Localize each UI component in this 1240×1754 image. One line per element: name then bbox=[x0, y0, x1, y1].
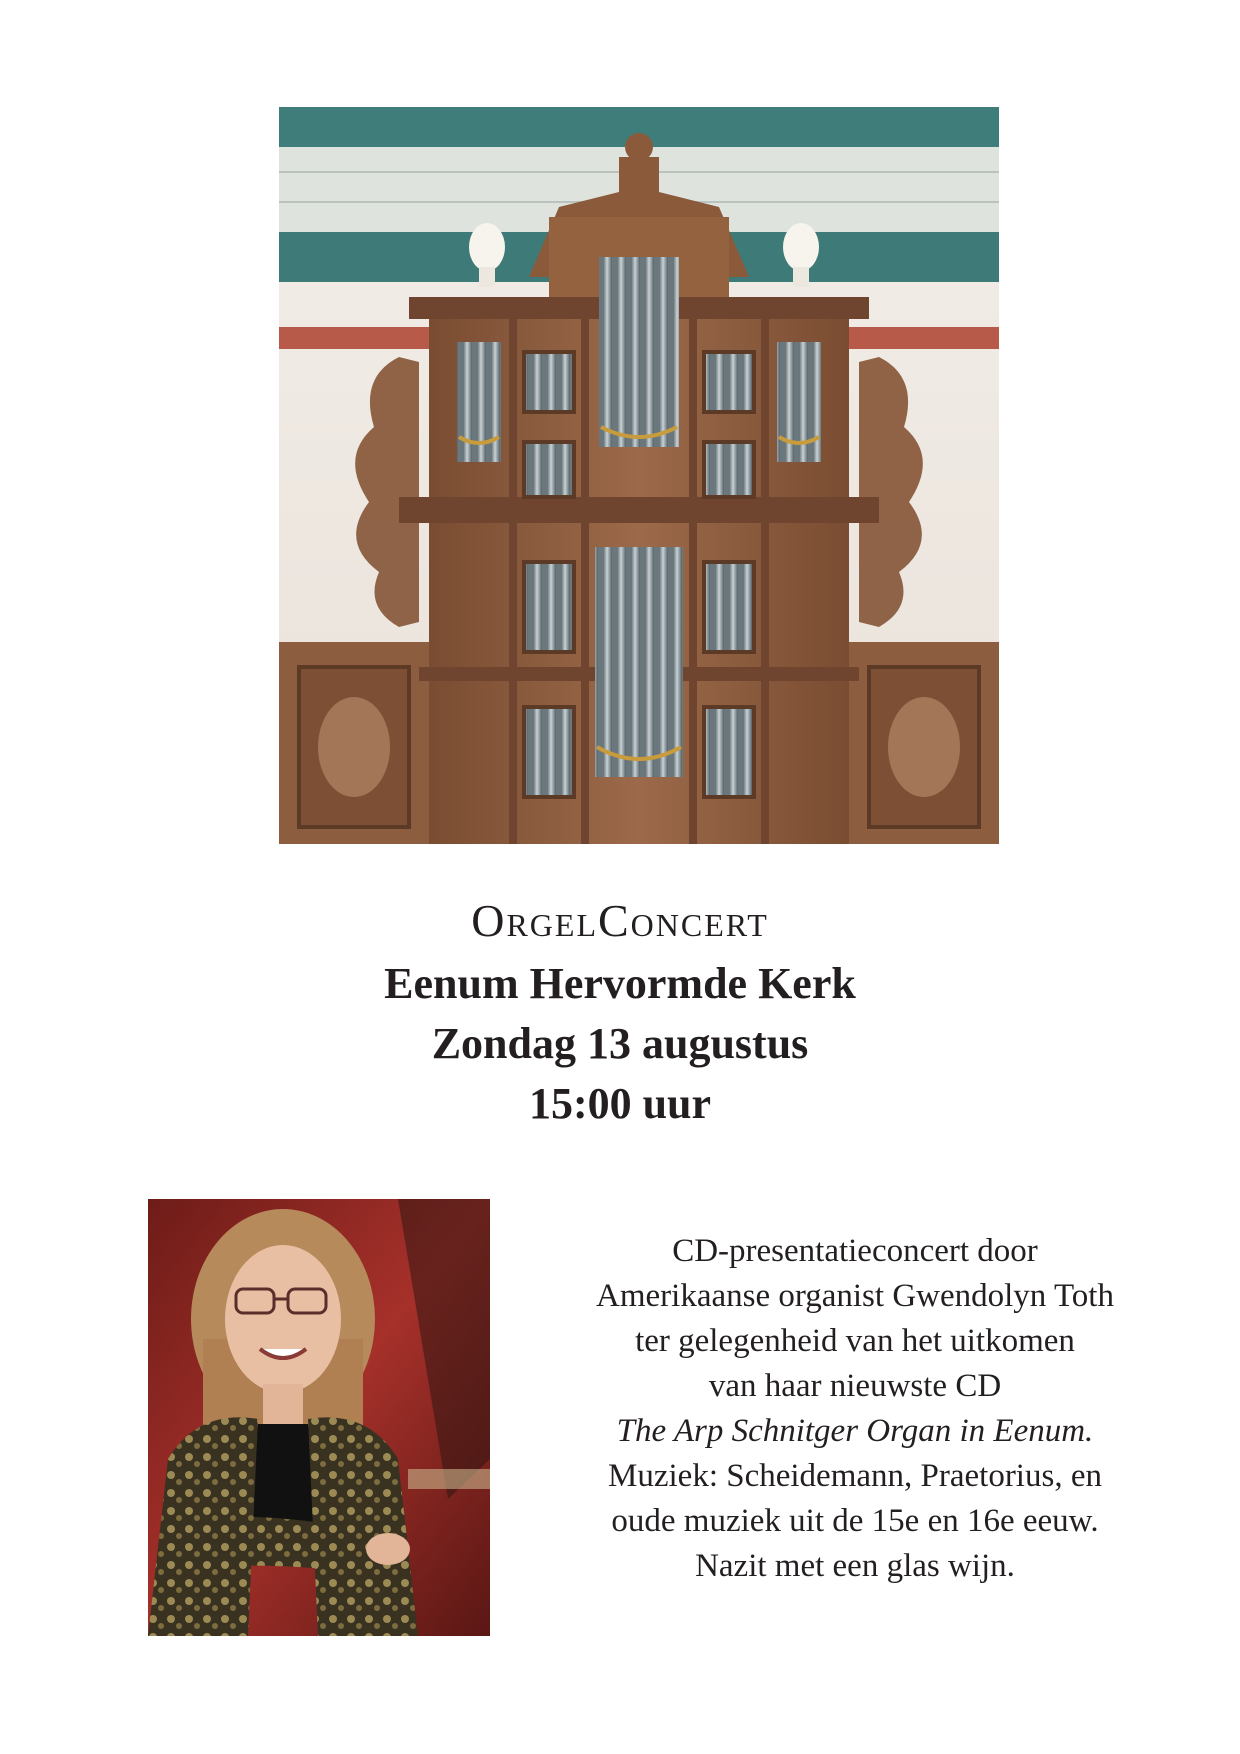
poster-title: OrgelConcert bbox=[471, 895, 769, 946]
concert-description bbox=[535, 1229, 1175, 1589]
description-line: Nazit met een glas wijn. bbox=[695, 1548, 1015, 1584]
organ-photo bbox=[279, 107, 999, 844]
poster-time: 15:00 uur bbox=[528, 1079, 712, 1128]
description-line: Muziek: Scheidemann, Praetorius, en bbox=[608, 1458, 1102, 1494]
cd-title: The Arp Schnitger Organ in Eenum. bbox=[616, 1413, 1094, 1449]
description-line: ter gelegenheid van het uitkomen bbox=[635, 1323, 1075, 1359]
poster-date: Zondag 13 augustus bbox=[431, 1019, 809, 1068]
description-line: CD-presentatieconcert door bbox=[672, 1233, 1038, 1269]
description-line: van haar nieuwste CD bbox=[708, 1368, 1002, 1404]
description-line: oude muziek uit de 15e en 16e eeuw. bbox=[611, 1503, 1099, 1539]
portrait-photo bbox=[148, 1199, 490, 1636]
description-line: Amerikaanse organist Gwendolyn Toth bbox=[596, 1278, 1114, 1314]
poster-venue: Eenum Hervormde Kerk bbox=[384, 959, 856, 1008]
